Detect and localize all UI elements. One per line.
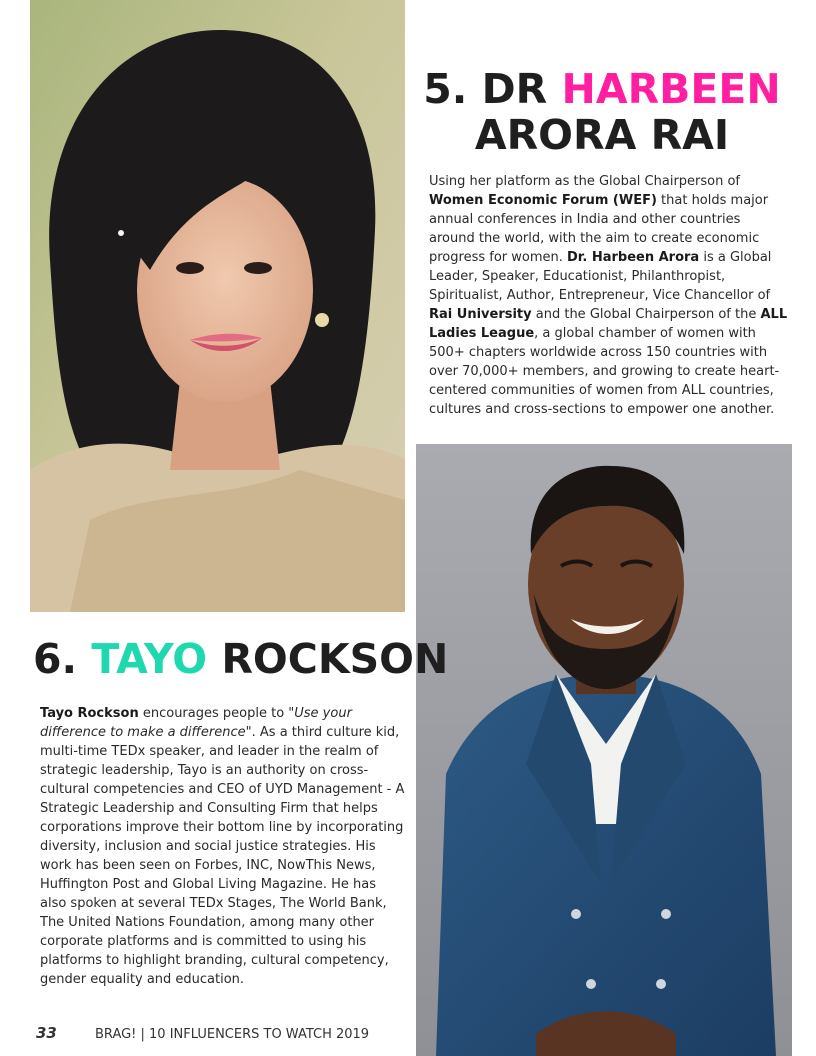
section5-title-prefix: DR — [481, 65, 548, 113]
section6-title-rest: ROCKSON — [221, 635, 449, 683]
section6-italic-quote: Use your difference to make a difference — [40, 706, 352, 740]
section5-text-4: and the Global Chairperson of the — [531, 307, 761, 322]
section5-heading-line2: ARORA RAI — [474, 111, 730, 159]
section6-bold-name: Tayo Rockson — [40, 706, 139, 721]
section5-bold-wef: Women Economic Forum (WEF) — [429, 193, 657, 208]
page-footer — [36, 1024, 369, 1042]
page-number: 33 — [36, 1024, 57, 1042]
section5-text-5: , a global chamber of women with 500+ chapters worldwide across 150 countries with over 70,000+ members, and growing to create heart-centered communities of women from ALL countries, cultures and cross-sections to empower one another. — [429, 326, 780, 417]
footer-text: BRAG! | 10 INFLUENCERS TO WATCH 2019 — [95, 1027, 370, 1042]
section6-heading — [33, 636, 448, 682]
portrait-illustration-man — [416, 444, 792, 1056]
section5-body — [429, 172, 789, 419]
section6-text-1: encourages people to " — [138, 706, 295, 721]
section5-heading — [416, 66, 788, 158]
section5-bold-rai-university: Rai University — [429, 307, 532, 322]
harbeen-arora-photo — [30, 0, 405, 612]
portrait-illustration-woman — [30, 0, 405, 612]
section6-title-highlight: TAYO — [91, 635, 208, 683]
section6-number: 6. — [33, 635, 78, 683]
section5-bold-name: Dr. Harbeen Arora — [567, 250, 700, 265]
section5-text-3: is a Global Leader, Speaker, Educationist, Philanthropist, Spiritualist, Author, Entrepreneur, Vice Chancellor of — [429, 250, 772, 303]
section6-text-2: ". As a third culture kid, multi-time TEDx speaker, and leader in the realm of strategic leadership, Tayo is an authority on cross-cultural competencies and CEO of UYD Management - A Strategic Leadership and Consulting Firm that helps corporations improve their bottom line by incorporating diversity, inclusion and social justice strategies. His work has been seen on Forbes, INC, NowThis News, Huffington Post and Global Living Magazine. He has also spoken at several TEDx Stages, The World Bank, The United Nations Foundation, among many other corporate platforms and is committed to using his platforms to highlight branding, cultural competency, gender equality and education. — [40, 725, 405, 987]
section5-text-2: that holds major annual conferences in India and other countries around the world, with the aim to create economic progress for women. — [429, 193, 769, 265]
section5-heading-line1 — [416, 66, 788, 112]
section5-number: 5. — [423, 65, 468, 113]
section6-body — [40, 704, 406, 989]
section5-text-1: Using her platform as the Global Chairperson of — [429, 174, 741, 189]
tayo-rockson-photo — [416, 444, 792, 1056]
section5-bold-all-ladies-league: ALL Ladies League — [429, 307, 788, 341]
section5-title-highlight: HARBEEN — [561, 65, 781, 113]
